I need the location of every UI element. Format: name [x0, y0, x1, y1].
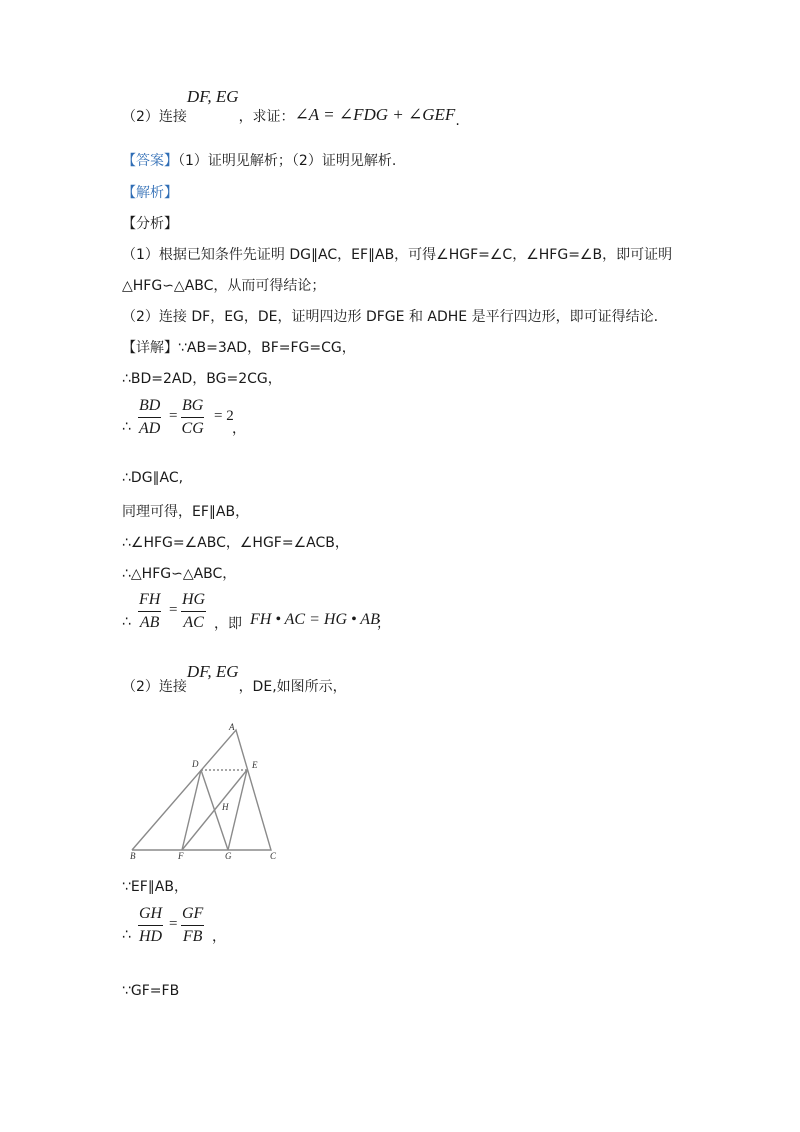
tail-line-1: ∵EF∥AB， [122, 879, 188, 895]
label-h: H [222, 802, 229, 812]
fraction-equation-2 [122, 590, 422, 636]
detail-line-3: ∴DG∥AC, [122, 470, 184, 486]
label-e: E [252, 760, 258, 770]
fraction-gf-fb [181, 904, 204, 947]
geometry-figure [128, 720, 288, 860]
label-c: C [270, 851, 277, 860]
numerator: GH [138, 904, 163, 926]
q2-end: . [455, 113, 460, 129]
answer-tag: 【答案】 [122, 153, 178, 169]
numerator: GF [181, 904, 204, 926]
triangle-abc [132, 730, 271, 850]
fraction-bg-cg [181, 396, 204, 439]
therefore-symbol: ∴ [122, 419, 131, 435]
analysis-line-2: △HFG∽△ABC，从而可得结论； [122, 278, 326, 294]
label-d: D [192, 759, 199, 769]
semicolon: ； [376, 616, 390, 632]
therefore-symbol: ∴ [122, 614, 131, 630]
equals-sign: = [169, 602, 178, 618]
detail-line-6: ∴△HFG∽△ABC， [122, 566, 237, 582]
question-2-line [122, 87, 460, 136]
part2-math-df-eg: DF, EG [186, 662, 239, 681]
comma: ， [212, 929, 226, 945]
product-equation: FH • AC = HG • AB [250, 611, 380, 628]
comma: ， [232, 421, 246, 437]
denominator: CG [181, 420, 204, 437]
fraction-equation-3 [122, 904, 322, 950]
answer-text: （1）证明见解析；（2）证明见解析. [178, 153, 397, 169]
analysis-line-3: （2）连接 DF，EG，DE，证明四边形 DFGE 和 ADHE 是平行四边形，即可证得结论. [122, 309, 659, 325]
denominator: FB [182, 928, 203, 945]
numerator: BG [181, 396, 204, 418]
label-b: B [130, 851, 136, 860]
denominator: HD [139, 928, 163, 945]
denominator: AB [139, 614, 160, 631]
q2-math-df-eg: DF, EG [186, 87, 239, 106]
answer-line [122, 150, 396, 170]
label-a: A [229, 722, 235, 732]
denominator: AC [183, 614, 204, 631]
fenxi-tag: 【分析】 [122, 216, 178, 232]
fraction-equation-1 [122, 396, 322, 442]
part2-prefix: （2）连接 [122, 679, 187, 695]
equals-sign: = [169, 408, 178, 424]
denominator: AD [139, 420, 161, 437]
analysis-line-1: （1）根据已知条件先证明 DG∥AC，EF∥AB，可得∠HGF=∠C，∠HFG=∠B，即可证明 [122, 247, 673, 263]
therefore-symbol: ∴ [122, 927, 131, 943]
label-g: G [225, 851, 232, 860]
numerator: HG [181, 590, 206, 612]
ji-text: ，即 [214, 616, 242, 632]
fraction-gh-hd [138, 904, 163, 947]
detail-line-1: 【详解】∵AB=3AD，BF=FG=CG， [122, 340, 356, 356]
detail-line-4: 同理可得，EF∥AB， [122, 504, 250, 520]
q2-middle: ，求证： [238, 109, 295, 125]
fraction-bd-ad [138, 396, 161, 439]
part2-suffix: ，DE,如图所示， [238, 679, 347, 695]
fraction-fh-ab [138, 590, 161, 633]
detail-line-5: ∴∠HFG=∠ABC，∠HGF=∠ACB， [122, 535, 349, 551]
numerator: FH [138, 590, 161, 612]
part2-line [122, 662, 347, 696]
equals-sign: = [169, 916, 178, 932]
q2-prefix: （2）连接 [122, 109, 187, 125]
equals-two: = 2 [214, 408, 234, 424]
jiexi-tag: 【解析】 [122, 185, 178, 201]
tail-line-2: ∵GF=FB [122, 983, 180, 999]
fraction-hg-ac [181, 590, 206, 633]
detail-line-2: ∴BD=2AD，BG=2CG， [122, 371, 282, 387]
label-f: F [178, 851, 184, 860]
q2-math-angle: ∠A = ∠FDG + ∠GEF [294, 105, 456, 124]
numerator: BD [138, 396, 161, 418]
